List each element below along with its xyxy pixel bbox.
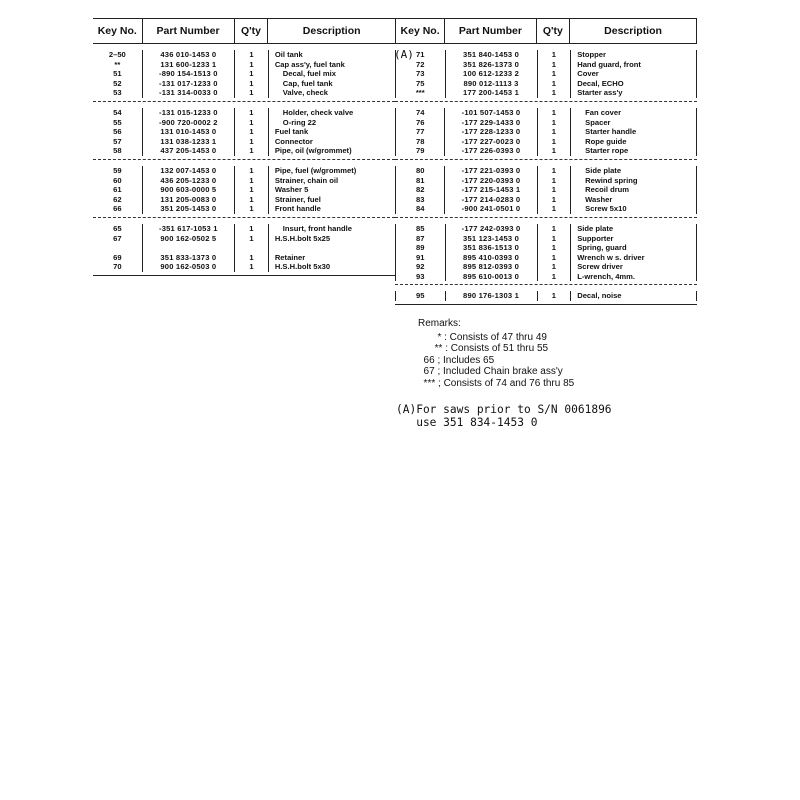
part-number-cell: 895 812-0393 0 [445,262,537,272]
key-no-cell: 76 [395,118,444,128]
table-row [395,195,697,205]
table-row [395,50,697,60]
key-no-cell: 54 [113,107,122,117]
qty-cell: 1 [537,224,571,234]
table-row [395,88,697,98]
qty-cell: 1 [234,234,268,244]
description-cell: Retainer [268,253,395,263]
table-row [395,166,697,176]
key-no-cell: 78 [395,137,444,147]
qty-cell: 1 [234,50,268,60]
qty-cell: 1 [234,224,268,234]
table-row [395,118,697,128]
row-group [395,217,697,285]
remarks-block [418,318,574,390]
part-number-cell: -900 241-0501 0 [444,204,536,214]
description-cell: Screw 5x10 [570,204,697,214]
key-no-cell: 55 [113,117,122,127]
key-no-cell: 62 [113,194,122,204]
key-no-cell: 67 [113,233,122,243]
qty-cell [234,243,268,253]
qty-cell: 1 [537,291,571,301]
part-number-cell: 895 410-0393 0 [445,253,537,263]
qty-cell: 1 [234,146,268,156]
serial-note [396,403,612,429]
part-number-cell: -177 215-1453 1 [444,185,536,195]
part-number-cell: 890 176-1303 1 [445,291,537,301]
qty-cell: 1 [234,79,268,89]
part-number-cell: -131 017-1233 0 [142,79,234,89]
description-cell: Cap ass'y, fuel tank [268,60,395,70]
qty-cell: 1 [537,108,571,118]
key-no-cell: 87 [395,234,445,244]
description-cell: Starter rope [570,146,697,156]
key-no-cell: 66 [113,204,122,214]
part-number-header: Part Number [142,19,234,43]
description-cell: Spacer [570,118,697,128]
key-no-cell: 65 [113,223,122,233]
qty-cell: 1 [234,253,268,263]
key-no-cell: 73 [395,69,445,79]
description-cell: H.S.H.bolt 5x30 [268,262,395,272]
table-row [395,262,697,272]
key-no-cell: 51 [113,69,122,79]
qty-cell: 1 [537,166,571,176]
key-no-header: Key No. [395,19,444,43]
remarks-line: 67 ; Included Chain brake ass'y [418,366,563,378]
part-number-cell: -890 154-1513 0 [142,69,234,79]
part-number-cell: -177 242-0393 0 [445,224,537,234]
description-cell: Hand guard, front [570,60,697,70]
key-no-cell: 81 [395,176,444,186]
part-number-cell: -177 229-1433 0 [444,118,536,128]
qty-cell: 1 [234,108,268,118]
row-group [93,101,395,159]
qty-cell: 1 [537,253,571,263]
remarks-line: *** ; Consists of 74 and 76 thru 85 [418,377,575,389]
table-body [93,44,395,276]
description-cell: Starter ass'y [570,88,697,98]
key-no-cell: 60 [113,175,122,185]
key-no-cell: 61 [113,185,122,195]
a-marker: (A) [394,48,414,61]
key-no-cell: 83 [395,195,444,205]
key-no-cell: 93 [395,272,445,282]
qty-cell: 1 [234,166,268,176]
description-cell: Screw driver [570,262,697,272]
qty-cell: 1 [234,60,268,70]
part-number-cell: 100 612-1233 2 [445,69,537,79]
description-cell: O-ring 22 [268,118,395,128]
qty-cell: 1 [234,195,268,205]
key-no-cell: 82 [395,185,444,195]
part-number-cell: -177 220-0393 0 [444,176,536,186]
part-number-cell: 351 833-1373 0 [142,253,234,263]
row-group [93,217,395,276]
part-number-cell: 177 200-1453 1 [445,88,537,98]
qty-cell: 1 [537,50,571,60]
table-row [395,146,697,156]
description-cell: Oil tank [268,50,395,60]
part-number-cell: -177 228-1233 0 [444,127,536,137]
serial-note-line: (A)For saws prior to S/N 0061896 [396,403,612,416]
qty-cell: 1 [234,88,268,98]
part-number-cell: -131 314-0033 0 [142,88,234,98]
remarks-line: * : Consists of 47 thru 49 [418,331,547,343]
key-no-cell [93,243,142,253]
description-cell: Insurt, front handle [268,224,395,234]
table-row [93,60,395,70]
qty-cell: 1 [537,204,571,214]
qty-cell: 1 [537,79,571,89]
description-cell: Strainer, fuel [268,195,395,205]
description-cell: Side plate [570,166,697,176]
serial-note-line: use 351 834-1453 0 [396,416,538,429]
table-row [93,50,395,60]
qty-cell: 1 [234,185,268,195]
part-number-cell: 900 162-0503 0 [142,262,234,272]
table-row [93,262,395,272]
key-no-cell: 56 [113,127,122,137]
description-cell: Wrench w s. driver [570,253,697,263]
table-header [395,19,697,44]
part-number-cell: -131 015-1233 0 [142,108,234,118]
table-row [395,204,697,214]
part-number-cell: -177 227-0023 0 [444,137,536,147]
description-cell: Fan cover [570,108,697,118]
part-number-cell: 351 826-1373 0 [445,60,537,70]
row-group [395,284,697,305]
table-row [93,108,395,118]
table-row [93,243,395,253]
table-row [395,108,697,118]
qty-cell: 1 [537,146,571,156]
qty-cell: 1 [537,272,571,282]
table-row [93,204,395,214]
key-no-cell: 72 [395,60,445,70]
table-row [395,234,697,244]
table-row [93,127,395,137]
key-no-cell: *** [395,88,445,98]
key-no-cell: 92 [395,262,445,272]
description-cell: Pipe, fuel (w/grommet) [268,166,395,176]
description-cell: Rewind spring [570,176,697,186]
qty-cell: 1 [537,118,571,128]
row-group [395,44,697,101]
table-row [395,60,697,70]
table-row [395,224,697,234]
qty-cell: 1 [537,88,571,98]
description-cell: Cap, fuel tank [268,79,395,89]
remarks-line: ** : Consists of 51 thru 55 [418,343,549,355]
row-group [93,44,395,101]
part-number-cell: 131 205-0083 0 [142,195,234,205]
qty-cell: 1 [537,262,571,272]
remarks-line: 66 ; Includes 65 [418,354,495,366]
qty-header: Q'ty [234,19,268,43]
table-row [93,224,395,234]
qty-cell: 1 [234,118,268,128]
table-row [395,253,697,263]
qty-cell: 1 [537,243,571,253]
description-cell: Rope guide [570,137,697,147]
description-cell: Recoil drum [570,185,697,195]
qty-cell: 1 [234,137,268,147]
table-row [93,185,395,195]
row-group [93,159,395,217]
key-no-cell: 85 [395,224,445,234]
table-row [93,176,395,186]
key-no-header: Key No. [97,25,137,37]
table-row [395,137,697,147]
qty-cell: 1 [234,176,268,186]
description-cell: Valve, check [268,88,395,98]
key-no-cell: 59 [113,165,122,175]
qty-cell: 1 [234,262,268,272]
row-group [395,159,697,217]
table-row [395,176,697,186]
description-cell: Fuel tank [268,127,395,137]
description-cell: L-wrench, 4mm. [570,272,697,282]
key-no-cell: 77 [395,127,444,137]
qty-cell: 1 [234,69,268,79]
description-cell: Cover [570,69,697,79]
part-number-cell: 436 010-1453 0 [142,50,234,60]
part-number-cell: 132 007-1453 0 [142,166,234,176]
part-number-cell: 131 010-1453 0 [142,127,234,137]
part-number-cell: 437 205-1453 0 [142,146,234,156]
part-number-cell: -177 226-0393 0 [444,146,536,156]
remarks-title: Remarks: [418,318,461,329]
key-no-cell: 57 [113,136,122,146]
description-header: Description [569,19,697,43]
table-row [395,185,697,195]
table-row [93,195,395,205]
key-no-cell: 80 [395,166,444,176]
part-number-cell: -177 214-0283 0 [444,195,536,205]
part-number-cell: -900 720-0002 2 [142,118,234,128]
qty-header: Q'ty [536,19,569,43]
qty-cell: 1 [537,176,571,186]
table-row [93,166,395,176]
key-no-cell: 75 [395,79,445,89]
table-row [395,127,697,137]
table-row [395,243,697,253]
qty-cell: 1 [537,195,571,205]
part-number-cell: 900 162-0502 5 [142,234,234,244]
table-row [93,234,395,244]
table-row [395,291,697,301]
table-row [395,272,697,282]
key-no-cell: 84 [395,204,444,214]
description-cell: Decal, ECHO [570,79,697,89]
key-no-cell: 52 [113,78,122,88]
key-no-cell: ** [114,59,121,69]
table-row [93,88,395,98]
key-no-cell: 89 [395,243,445,253]
qty-cell: 1 [537,127,571,137]
part-number-cell: 351 123-1453 0 [445,234,537,244]
row-group [395,101,697,159]
description-cell: Holder, check valve [268,108,395,118]
part-number-cell: -177 221-0393 0 [444,166,536,176]
description-cell: Washer [570,195,697,205]
description-cell: Front handle [268,204,395,214]
description-cell [268,243,395,253]
table-row [93,69,395,79]
qty-cell: 1 [537,137,571,147]
part-number-cell: 890 012-1113 3 [445,79,537,89]
key-no-cell: 53 [113,88,122,98]
key-no-cell: 95 [395,291,445,301]
part-number-cell: 351 836-1513 0 [445,243,537,253]
key-no-cell: 71 [395,50,445,60]
table-row [395,79,697,89]
description-cell: Washer 5 [268,185,395,195]
qty-cell: 1 [537,185,571,195]
description-cell: Connector [268,137,395,147]
description-cell: Decal, noise [570,291,697,301]
part-number-cell: 131 038-1233 1 [142,137,234,147]
table-row [93,79,395,89]
part-number-cell: -101 507-1453 0 [444,108,536,118]
qty-cell: 1 [537,69,571,79]
description-header: Description [267,19,395,43]
description-cell: Starter handle [570,127,697,137]
part-number-cell: 436 205-1233 0 [142,176,234,186]
table-row [93,118,395,128]
description-cell: H.S.H.bolt 5x25 [268,234,395,244]
table-row [93,137,395,147]
key-no-cell: 91 [395,253,445,263]
key-no-cell: 58 [113,146,122,156]
table-header [93,19,395,44]
qty-cell: 1 [234,127,268,137]
description-cell: Decal, fuel mix [268,69,395,79]
description-cell: Strainer, chain oil [268,176,395,186]
parts-table-left [93,18,395,276]
part-number-cell: 900 603-0000 5 [142,185,234,195]
key-no-cell: 79 [395,146,444,156]
qty-cell: 1 [537,234,571,244]
part-number-cell: 131 600-1233 1 [142,60,234,70]
key-no-cell: 74 [395,108,444,118]
table-row [93,146,395,156]
description-cell: Supporter [570,234,697,244]
key-no-cell: 69 [113,252,122,262]
part-number-cell: 351 840-1453 0 [445,50,537,60]
part-number-cell: -351 617-1053 1 [142,224,234,234]
part-number-cell [142,243,234,253]
table-row [395,69,697,79]
qty-cell: 1 [537,60,571,70]
qty-cell: 1 [234,204,268,214]
part-number-cell: 895 610-0013 0 [445,272,537,282]
part-number-cell: 351 205-1453 0 [142,204,234,214]
key-no-cell: 70 [113,262,122,272]
table-row [93,253,395,263]
description-cell: Side plate [570,224,697,234]
description-cell: Pipe, oil (w/grommet) [268,146,395,156]
key-no-cell: 2–50 [108,50,126,59]
table-body [395,44,697,305]
parts-table-right [395,18,697,305]
description-cell: Stopper [570,50,697,60]
part-number-header: Part Number [444,19,535,43]
description-cell: Spring, guard [570,243,697,253]
